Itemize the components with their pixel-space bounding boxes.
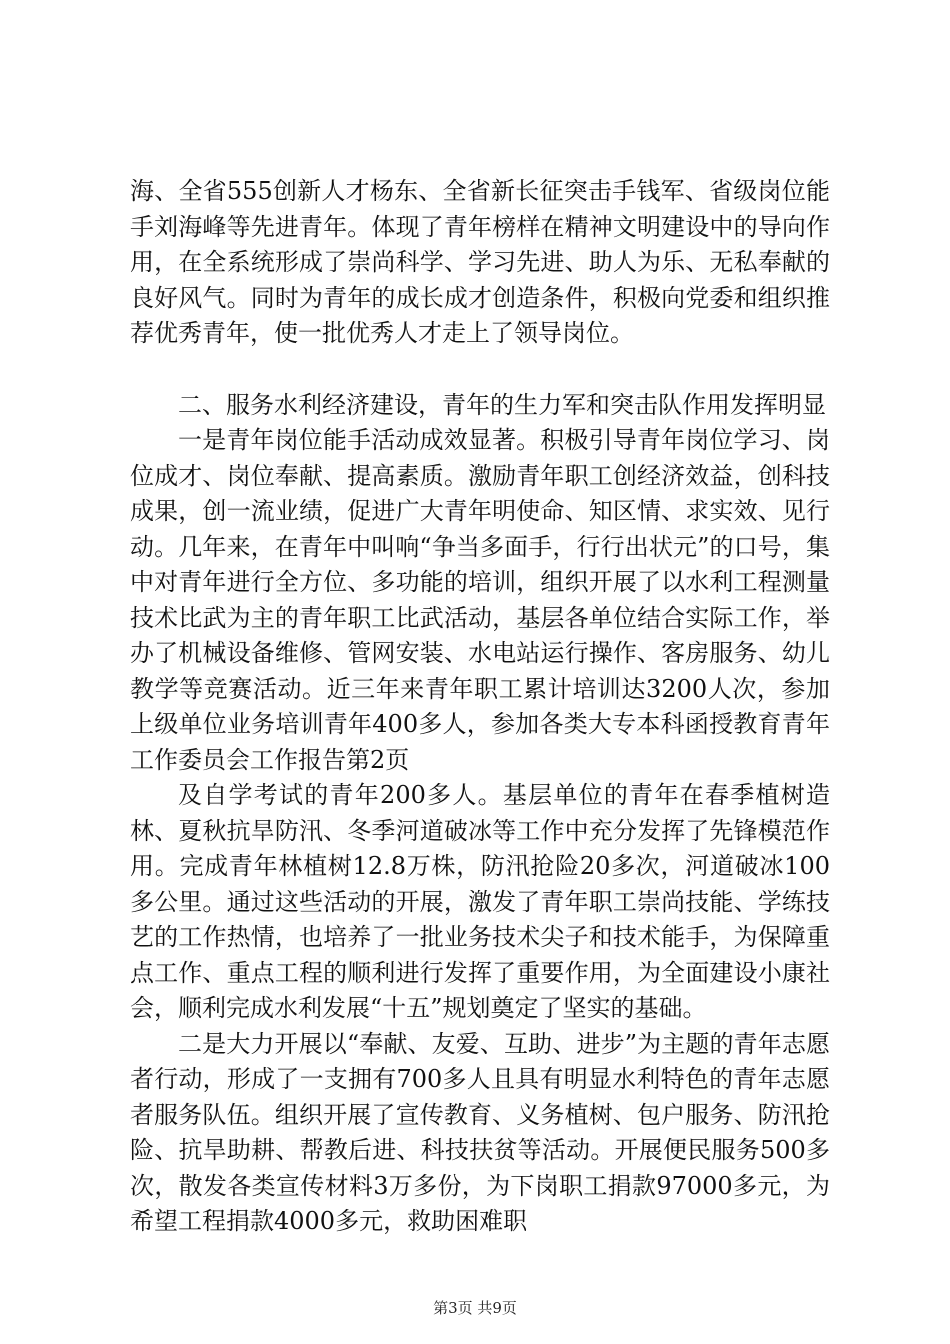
paragraph-three: 二是大力开展以“奉献、友爱、互助、进步”为主题的青年志愿者行动，形成了一支拥有700多人且具有明显水利特色的青年志愿者服务队伍。组织开展了宣传教育、义务植树、包户服务、防汛抢险、抗旱助耕、帮教后进、科技扶贫等活动。开展便民服务500多次，散发各类宣传材料3万多份，为下岗职工捐款97000多元，为希望工程捐款4000多元，救助困难职	[130, 1029, 830, 1235]
page-number: 第3页 共9页	[433, 1299, 517, 1317]
document-body	[130, 174, 830, 1240]
paragraph-gap	[130, 352, 830, 388]
paragraph-two: 及自学考试的青年200多人。基层单位的青年在春季植树造林、夏秋抗旱防汛、冬季河道破冰等工作中充分发挥了先锋模范作用。完成青年林植树12.8万株，防汛抢险20多次，河道破冰100多公里。通过这些活动的开展，激发了青年职工崇尚技能、学练技艺的工作热情，也培养了一批业务技术尖子和技术能手，为保障重点工作、重点工程的顺利进行发挥了重要作用，为全面建设小康社会，顺利完成水利发展“十五”规划奠定了坚实的基础。	[130, 781, 830, 1022]
section-heading: 二、服务水利经济建设，青年的生力军和突击队作用发挥明显	[178, 390, 826, 419]
paragraph-continuation: 海、全省555创新人才杨东、全省新长征突击手钱军、省级岗位能手刘海峰等先进青年。体现了青年榜样在精神文明建设中的导向作用，在全系统形成了崇尚科学、学习先进、助人为乐、无私奉献的良好风气。同时为青年的成长成才创造条件，积极向党委和组织推荐优秀青年，使一批优秀人才走上了领导岗位。	[130, 177, 830, 347]
paragraph-one: 一是青年岗位能手活动成效显著。积极引导青年岗位学习、岗位成才、岗位奉献、提高素质。激励青年职工创经济效益，创科技成果，创一流业绩，促进广大青年明使命、知区情、求实效、见行动。几年来，在青年中叫响“争当多面手，行行出状元”的口号，集中对青年进行全方位、多功能的培训，组织开展了以水利工程测量技术比武为主的青年职工比武活动，基层各单位结合实际工作，举办了机械设备维修、管网安装、水电站运行操作、客房服务、幼儿教学等竞赛活动。近三年来青年职工累计培训达3200人次，参加上级单位业务培训青年400多人，参加各类大专本科函授教育青年工作委员会工作报告第2页	[130, 426, 830, 774]
page-footer	[0, 1297, 950, 1318]
